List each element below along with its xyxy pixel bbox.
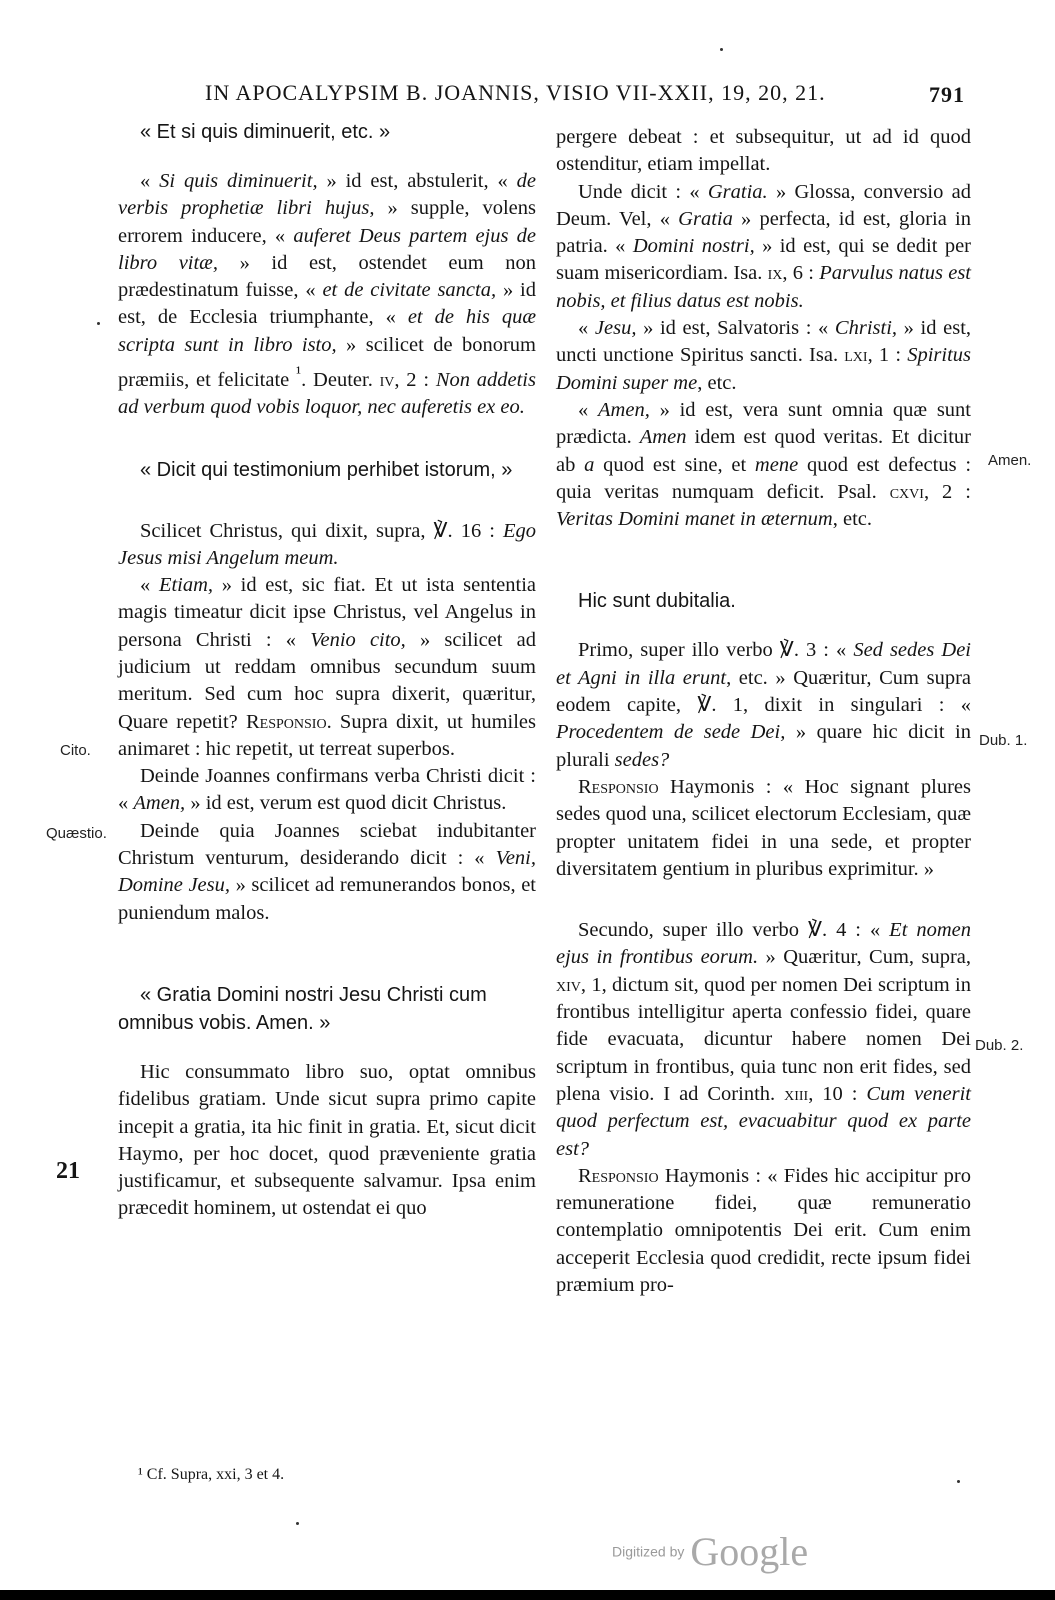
left-column <box>118 118 536 1223</box>
paragraph-amen: « Amen, » id est, vera sunt omnia quæ sunt prædicta. Amen idem est quod veritas. Et dicitur ab a quod est sine, et mene quod est defectus : quia veritas numquam deficit. Psal. cxvi, 2 : Veritas Domini manet in æternum, etc. <box>556 398 972 531</box>
paragraph-unde-gratia: Unde dicit : « Gratia. » Glossa, conversio ad Deum. Vel, « Gratia » perfecta, id est, gloria in patria. « Domini nostri, » id est, qui se dedit per suam misericordiam. Isa. ix, 6 : Parvulus natus est nobis, et filius datus est nobis. <box>556 180 972 312</box>
scan-speck <box>720 48 723 51</box>
paragraph-deinde-veni: Deinde quia Joannes sciebat indubitanter Christum venturum, desiderando dicit : « Veni, Domine Jesu, » scilicet ad remunerandos bonos, et puniendum malos. <box>118 819 536 924</box>
page-number: 791 <box>929 82 965 107</box>
verse-number: 21 <box>56 1158 80 1184</box>
running-title: IN APOCALYPSIM B. JOANNIS, VISIO VII-XXII, 19, 20, 21. <box>205 80 826 105</box>
paragraph-responsio-2: Responsio Haymonis : « Fides hic accipitur pro remuneratione fidei, quæ remuneratio contemplatio omnipotentis Dei erit. Cum enim acceperit Ecclesia quod credidit, recte ipsum fidei præmium pro- <box>556 1164 971 1296</box>
paragraph-deinde-amen: Deinde Joannes confirmans verba Christi dicit : « Amen, » id est, verum est quod dicit Christus. <box>118 765 536 815</box>
lemma-diminuerit: « Et si quis diminuerit, etc. » <box>140 121 391 143</box>
footnote: ¹ Cf. Supra, xxi, 3 et 4. <box>138 1466 285 1483</box>
paragraph-scilicet: Scilicet Christus, qui dixit, supra, ℣. 16 : Ego Jesus misi Angelum meum. <box>118 519 536 569</box>
digitized-watermark <box>612 1528 808 1578</box>
scan-speck <box>296 1522 299 1525</box>
right-column <box>556 124 971 1299</box>
margin-note-cito: Cito. <box>60 742 91 759</box>
margin-note-amen: Amen. <box>988 452 1032 469</box>
margin-note-dub-2: Dub. 2. <box>975 1037 1024 1054</box>
paragraph-responsio-1: Responsio Haymonis : « Hoc signant plures sedes quod una, scilicet electorum Ecclesiam, quæ propter unitatem fidei in una sede, et propter diversitatem gentium in pluribus exprimitur. » <box>556 775 971 880</box>
scan-speck <box>97 322 100 325</box>
paragraph-jesu: « Jesu, » id est, Salvatoris : « Christi, » id est, uncti unctione Spiritus sancti. Isa. lxi, 1 : Spiritus Domini super me, etc. <box>556 317 972 394</box>
lemma-dicit: « Dicit qui testimonium perhibet istorum, » <box>140 458 513 481</box>
paragraph-etiam: « Etiam, » id est, sic fiat. Et ut ista sententia magis timeatur dicit ipse Christus, vel Angelus in persona Christi : « Venio cito, » scilicet ad judicium ut reddam omnibus secundum suum meritum. Sed cum hoc supra dixerit, quæritur, Quare repetit? Responsio. Supra dixit, ut humiles animaret : hic repetit, ut terreat superbos. <box>118 574 536 760</box>
running-header <box>205 80 965 114</box>
paragraph-pergere: pergere debeat : et subsequitur, ut ad id quod ostenditur, etiam impellat. <box>556 126 971 176</box>
paragraph-primo: Primo, super illo verbo ℣. 3 : « Sed sedes Dei et Agni in illa erunt, etc. » Quæritur, Cum supra eodem capite, ℣. 1, dixit in singulari : « Procedentem de sede Dei, » quare hic dicit in plurali sedes? <box>556 639 972 771</box>
paragraph-secundo: Secundo, super illo verbo ℣. 4 : « Et nomen ejus in frontibus eorum. » Quæritur, Cum, supra, xiv, 1, dictum sit, quod per nomen Dei scriptum in frontibus intelligitur aperta confessio fidei, quare fide evacuata, dicuntur habere nomen Dei scriptum in frontibus, quia tunc non erit fides, sed plena visio. I ad Corinth. xiii, 10 : Cum venerit quod perfectum est, evacuabitur quod ex parte est? <box>556 919 972 1160</box>
scan-speck <box>957 1480 960 1483</box>
footnote-ref: ¹ <box>296 363 302 383</box>
lemma-gratia: « Gratia Domini nostri Jesu Christi cum omnibus vobis. Amen. » <box>118 983 487 1034</box>
margin-note-quaestio: Quæstio. <box>46 825 107 842</box>
section-heading-dubitalia: Hic sunt dubitalia. <box>578 590 736 613</box>
margin-note-dub-1: Dub. 1. <box>979 732 1028 749</box>
scan-bottom-edge <box>0 1590 1055 1600</box>
paragraph-diminuerit: « Si quis diminuerit, » id est, abstulerit, « de verbis prophetiæ libri hujus, » supple, volens errorem inducere, « auferet Deus partem ejus de libro vitæ, » id est, ostendet eum non prædestinatum fuisse, « et de civitate sancta, » id est, de Ecclesia triumphante, « et de his quæ scripta sunt in libro isto, » scilicet de bonorum præmiis, et felicitate $^{^1}$. Deuter. iv, 2 : Non addetis ad verbum quod vobis loquor, nec auferetis ex eo. <box>118 170 537 419</box>
google-logo: Google <box>690 1529 809 1574</box>
paragraph-consummato: Hic consummato libro suo, optat omnibus fidelibus gratiam. Unde sicut supra primo capite incepit a gratia, ita hic finit in gratia. Et, sicut dicit Haymo, per hoc docet, quod præveniente gratia justificamur, et subsequente salvamur. Ipsa enim præcedit hominem, ut ostendat ei quo <box>118 1060 536 1220</box>
digitized-label: Digitized by <box>612 1543 685 1560</box>
